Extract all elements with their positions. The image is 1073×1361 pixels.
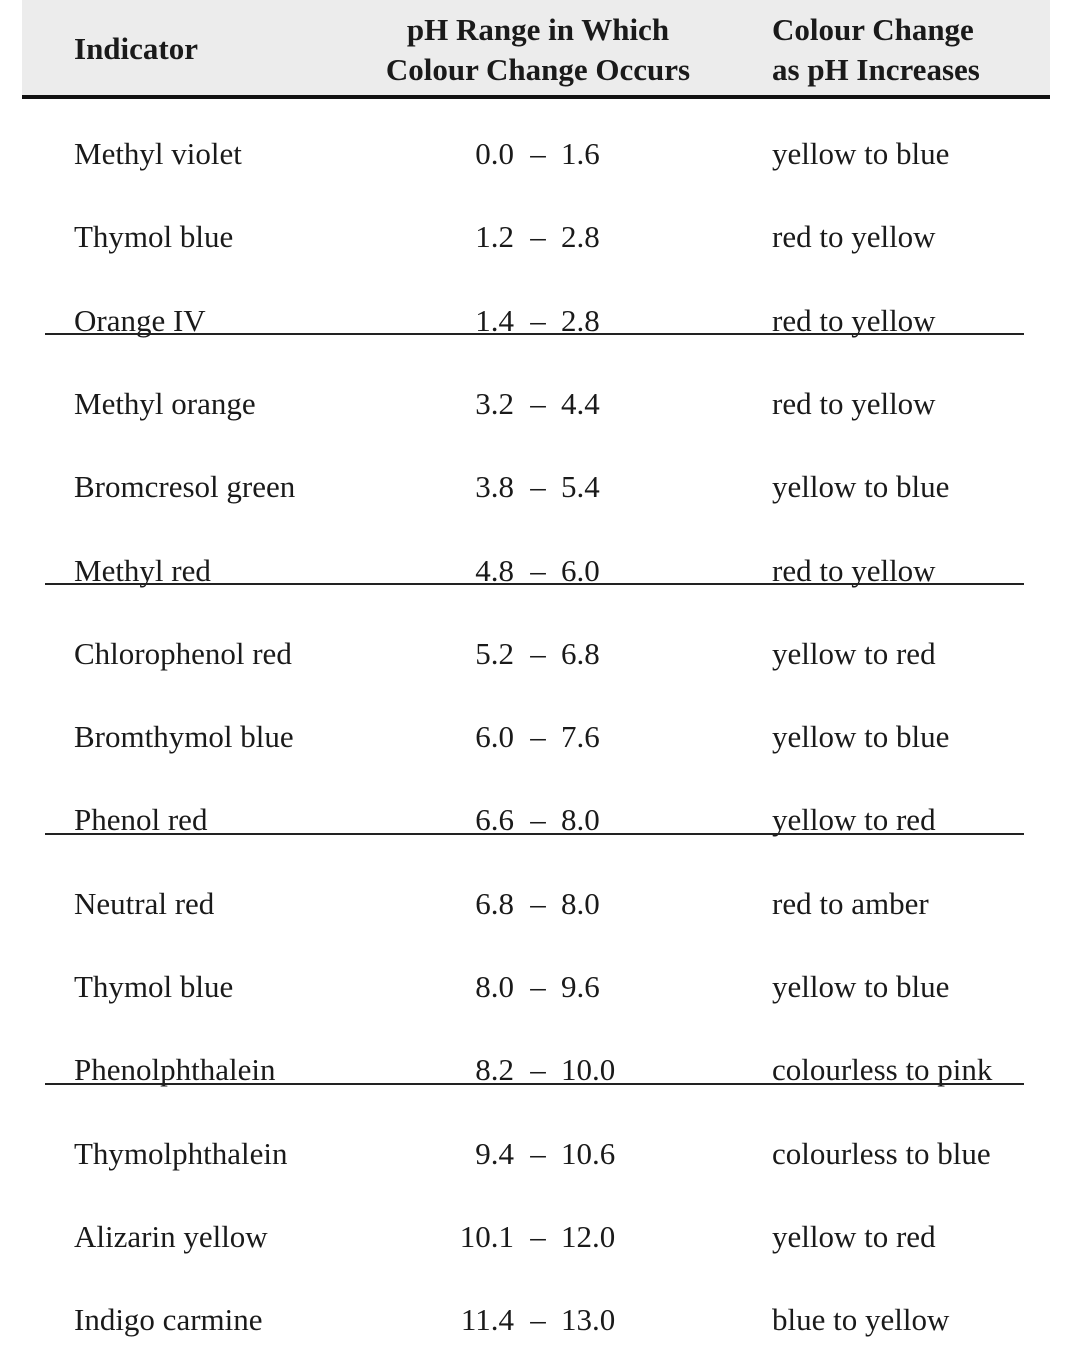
colour-change: yellow to blue bbox=[772, 719, 950, 755]
ph-range-high: 13.0 bbox=[561, 1302, 616, 1338]
indicator-name: Thymolphthalein bbox=[74, 1135, 288, 1171]
ph-range-separator: – bbox=[530, 1135, 546, 1171]
table-row bbox=[0, 1028, 1073, 1111]
ph-range-low: 6.6 bbox=[475, 802, 514, 838]
group-divider bbox=[45, 1083, 1024, 1085]
ph-range-separator: – bbox=[530, 802, 546, 838]
ph-range-high: 7.6 bbox=[561, 719, 600, 755]
ph-range-high: 2.8 bbox=[561, 302, 600, 338]
ph-range-high: 6.8 bbox=[561, 635, 600, 671]
header-indicator: Indicator bbox=[74, 31, 198, 66]
group-divider bbox=[45, 833, 1024, 835]
ph-range-separator: – bbox=[530, 219, 546, 255]
header-colour-change: Colour Change as pH Increases bbox=[772, 12, 980, 87]
indicator-name: Methyl red bbox=[74, 552, 211, 588]
colour-change: yellow to red bbox=[772, 1218, 936, 1254]
ph-range-low: 10.1 bbox=[459, 1218, 514, 1254]
ph-range-low: 6.0 bbox=[475, 719, 514, 755]
table-row bbox=[0, 112, 1073, 195]
colour-change: red to yellow bbox=[772, 219, 936, 255]
ph-range-separator: – bbox=[530, 969, 546, 1004]
ph-range-separator: – bbox=[530, 302, 546, 338]
indicator-name: Neutral red bbox=[74, 885, 215, 921]
ph-range-low: 0.0 bbox=[475, 136, 514, 171]
ph-range-high: 8.0 bbox=[561, 802, 600, 838]
ph-range-high: 6.0 bbox=[561, 552, 600, 588]
indicator-name: Methyl orange bbox=[74, 385, 256, 421]
indicator-name: Chlorophenol red bbox=[74, 635, 292, 671]
ph-range-low: 8.0 bbox=[475, 969, 514, 1004]
ph-range-low: 4.8 bbox=[475, 552, 514, 588]
ph-range-separator: – bbox=[530, 1218, 546, 1254]
ph-range-high: 2.8 bbox=[561, 219, 600, 255]
colour-change: colourless to pink bbox=[772, 1052, 993, 1088]
colour-change: red to yellow bbox=[772, 385, 936, 421]
ph-range-separator: – bbox=[530, 1052, 546, 1088]
indicator-name: Methyl violet bbox=[74, 136, 242, 171]
ph-range-low: 1.2 bbox=[475, 219, 514, 255]
ph-range-low: 6.8 bbox=[475, 885, 514, 921]
table-row bbox=[0, 945, 1073, 1028]
indicator-name: Alizarin yellow bbox=[74, 1218, 268, 1254]
colour-change: yellow to red bbox=[772, 635, 936, 671]
colour-change: yellow to red bbox=[772, 802, 936, 838]
ph-range-separator: – bbox=[530, 635, 546, 671]
table-row bbox=[0, 195, 1073, 278]
indicator-name: Orange IV bbox=[74, 302, 206, 338]
ph-range-low: 5.2 bbox=[475, 635, 514, 671]
colour-change: red to amber bbox=[772, 885, 929, 921]
indicator-name: Indigo carmine bbox=[74, 1302, 263, 1338]
ph-range-high: 5.4 bbox=[561, 469, 600, 505]
ph-range-separator: – bbox=[530, 885, 546, 921]
colour-change: red to yellow bbox=[772, 552, 936, 588]
table-row bbox=[0, 778, 1073, 861]
table-row bbox=[0, 529, 1073, 612]
ph-range-separator: – bbox=[530, 552, 546, 588]
colour-change: colourless to blue bbox=[772, 1135, 991, 1171]
header-ph-range: pH Range in Which Colour Change Occurs bbox=[385, 12, 691, 87]
ph-range-separator: – bbox=[530, 469, 546, 505]
ph-range-high: 10.0 bbox=[561, 1052, 616, 1088]
colour-change: yellow to blue bbox=[772, 969, 950, 1004]
table-row bbox=[0, 695, 1073, 778]
table-row bbox=[0, 862, 1073, 945]
ph-range-low: 3.2 bbox=[475, 385, 514, 421]
colour-change: red to yellow bbox=[772, 302, 936, 338]
ph-range-high: 1.6 bbox=[561, 136, 600, 171]
indicator-name: Bromcresol green bbox=[74, 469, 296, 505]
colour-change: yellow to blue bbox=[772, 469, 950, 505]
ph-range-separator: – bbox=[530, 385, 546, 421]
indicator-name: Phenol red bbox=[74, 802, 208, 838]
table-row bbox=[0, 612, 1073, 695]
ph-range-low: 3.8 bbox=[475, 469, 514, 505]
ph-range-separator: – bbox=[530, 1302, 546, 1338]
ph-range-low: 9.4 bbox=[475, 1135, 514, 1171]
ph-range-high: 12.0 bbox=[561, 1218, 616, 1254]
ph-range-high: 9.6 bbox=[561, 969, 600, 1004]
table-row bbox=[0, 1195, 1073, 1278]
indicator-name: Thymol blue bbox=[74, 219, 234, 255]
table-row bbox=[0, 279, 1073, 362]
ph-range-low: 8.2 bbox=[475, 1052, 514, 1088]
table-row bbox=[0, 1278, 1073, 1361]
indicator-name: Bromthymol blue bbox=[74, 719, 294, 755]
table-row bbox=[0, 362, 1073, 445]
ph-range-high: 8.0 bbox=[561, 885, 600, 921]
colour-change: blue to yellow bbox=[772, 1302, 950, 1338]
group-divider bbox=[45, 333, 1024, 335]
group-divider bbox=[45, 583, 1024, 585]
ph-range-separator: – bbox=[530, 719, 546, 755]
ph-range-high: 4.4 bbox=[561, 385, 600, 421]
indicator-name: Phenolphthalein bbox=[74, 1052, 276, 1088]
indicator-name: Thymol blue bbox=[74, 969, 234, 1004]
ph-range-low: 11.4 bbox=[460, 1302, 514, 1338]
ph-range-low: 1.4 bbox=[475, 302, 514, 338]
table-row bbox=[0, 445, 1073, 528]
ph-range-separator: – bbox=[530, 136, 546, 171]
colour-change: yellow to blue bbox=[772, 136, 950, 171]
table-row bbox=[0, 1112, 1073, 1195]
ph-range-high: 10.6 bbox=[561, 1135, 616, 1171]
